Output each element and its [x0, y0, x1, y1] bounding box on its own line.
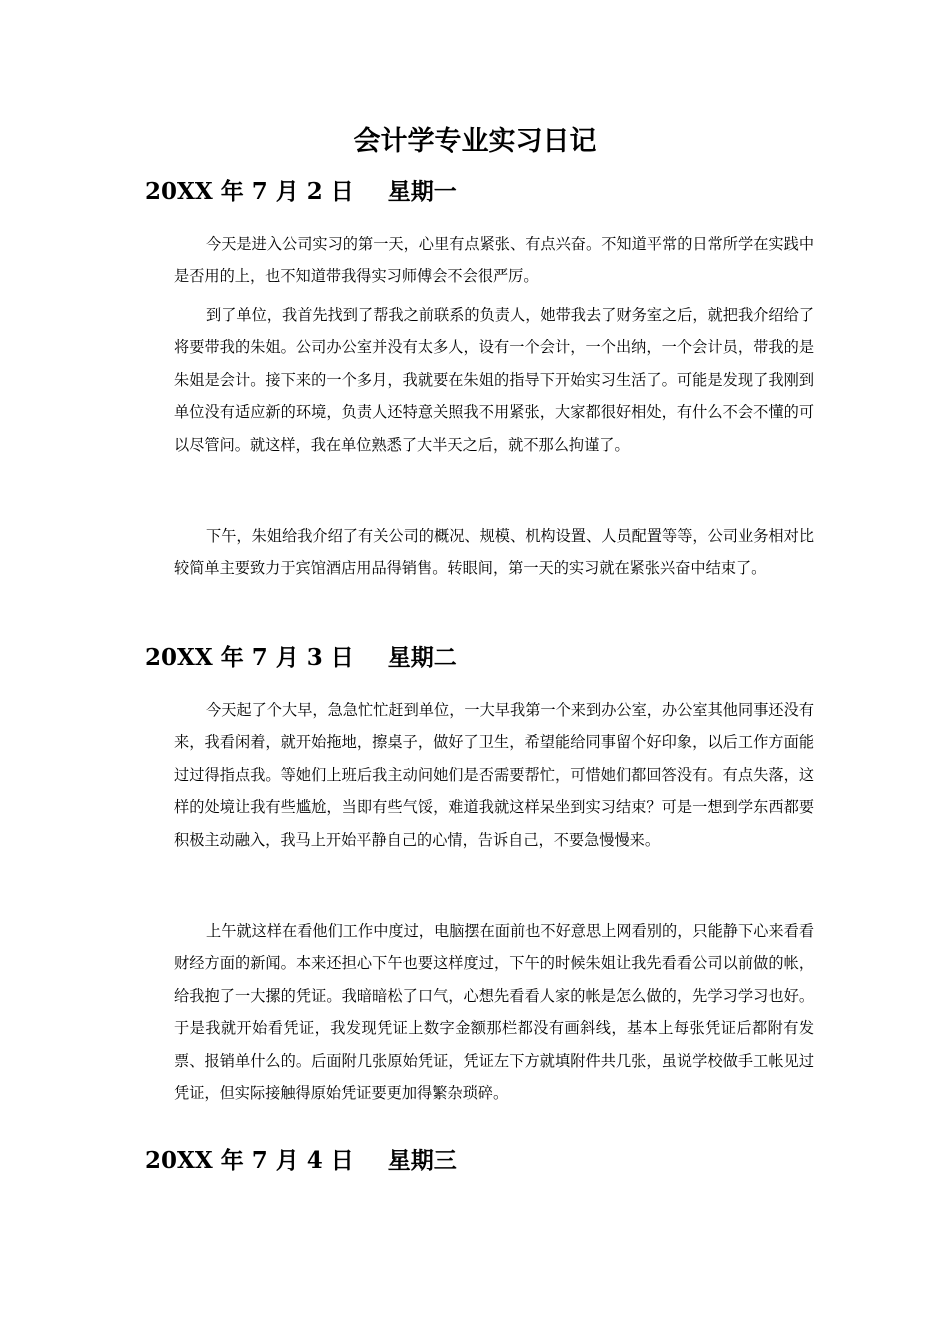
paragraph: 今天起了个大早，急急忙忙赶到单位，一大早我第一个来到办公室，办公室其他同事还没有来，我看闲着，就开始拖地，擦桌子，做好了卫生，希望能给同事留个好印象，以后工作方面能过过得指点我。等她们上班后我主动问她们是否需要帮忙，可惜她们都回答没有。有点失落，这样的处境让我有些尴尬，当即有些气馁，难道我就这样呆坐到实习结束？可是一想到学东西都要积极主动融入，我马上开始平静自己的心情，告诉自己，不要急慢慢来。	[174, 701, 814, 849]
entry-date: 20XX 年 7 月 4 日	[145, 1147, 354, 1174]
paragraph: 今天是进入公司实习的第一天，心里有点紧张、有点兴奋。不知道平常的日常所学在实践中是否用的上，也不知道带我得实习师傅会不会很严厉。	[174, 235, 814, 286]
entry-weekday: 星期三	[387, 1147, 457, 1174]
entry-date-heading	[145, 175, 457, 209]
entry-weekday: 星期二	[387, 644, 457, 671]
paragraph: 下午，朱姐给我介绍了有关公司的概况、规模、机构设置、人员配置等等，公司业务相对比较简单主要致力于宾馆酒店用品得销售。转眼间，第一天的实习就在紧张兴奋中结束了。	[174, 527, 814, 578]
entry-date: 20XX 年 7 月 3 日	[145, 644, 354, 671]
paragraph: 到了单位，我首先找到了帮我之前联系的负责人，她带我去了财务室之后，就把我介绍给了将要带我的朱姐。公司办公室并没有太多人，设有一个会计，一个出纳，一个会计员，带我的是朱姐是会计。接下来的一个多月，我就要在朱姐的指导下开始实习生活了。可能是发现了我刚到单位没有适应新的环境，负责人还特意关照我不用紧张，大家都很好相处，有什么不会不懂的可以尽管问。就这样，我在单位熟悉了大半天之后，就不那么拘谨了。	[174, 306, 814, 454]
entry-date-heading	[145, 1144, 457, 1178]
entry-date: 20XX 年 7 月 2 日	[145, 178, 354, 205]
entry-weekday: 星期一	[387, 178, 457, 205]
document-title: 会计学专业实习日记	[353, 126, 597, 157]
entry-date-heading	[145, 641, 457, 675]
paragraph: 上午就这样在看他们工作中度过，电脑摆在面前也不好意思上网看别的，只能静下心来看看财经方面的新闻。本来还担心下午也要这样度过，下午的时候朱姐让我先看看公司以前做的帐，给我抱了一大摞的凭证。我暗暗松了口气，心想先看看人家的帐是怎么做的，先学习学习也好。于是我就开始看凭证，我发现凭证上数字金额那栏都没有画斜线，基本上每张凭证后都附有发票、报销单什么的。后面附几张原始凭证，凭证左下方就填附件共几张，虽说学校做手工帐见过凭证，但实际接触得原始凭证要更加得繁杂琐碎。	[174, 922, 814, 1103]
